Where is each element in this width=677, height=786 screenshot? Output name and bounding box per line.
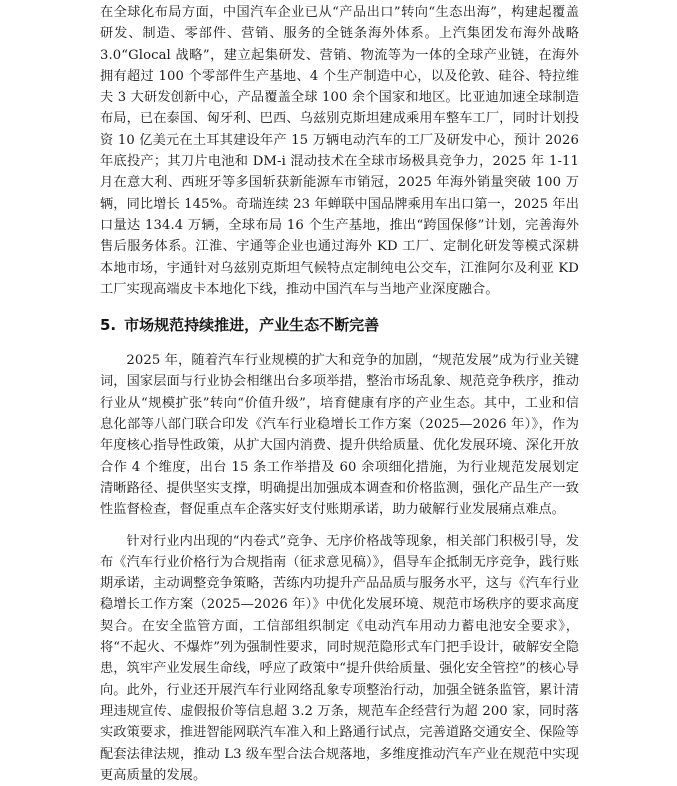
section-title: 市场规范持续推进，产业生态不断完善 (124, 316, 380, 335)
paragraph-gap (100, 521, 579, 531)
section-number: 5. (100, 316, 117, 335)
section-heading (100, 314, 579, 336)
paragraph-competition-regulation: 针对行业内出现的“内卷式”竞争、无序价格战等现象，相关部门积极引导，发布《汽车行业价格行为合规指南（征求意见稿）》，倡导车企抵制无序竞争，践行账期承诺，主动调整竞争策略，苦练内功提升产品品质与服务水平，这与《汽车行业稳增长工作方案（2025—2026 年）》中优化发展环境、规范市场秩序的要求高度契合。在安全监管方面，工信部组织制定《电动汽车用动力蓄电池安全要求》，将“不起火、不爆炸”列为强制性要求，同时规范隐形式车门把手设计，破解安全隐患，筑牢产业发展生命线，呼应了政策中“提升供给质量、强化安全管控”的核心导向。此外，行业还开展汽车行业网络乱象专项整治行动，加强全链条监管，累计清理违规宣传、虚假报价等信息超 3.2 万条，规范车企经营行为超 200 家，同时落实政策要求，推进智能网联汽车准入和上路通行试点，完善道路交通安全、保险等配套法律法规，推动 L3 级车型合法合规落地，多维度推动汽车产业在规范中实现更高质量的发展。 (100, 533, 579, 783)
paragraph-global-layout: 在全球化布局方面，中国汽车企业已从“产品出口”转向“生态出海”，构建起覆盖研发、制造、零部件、营销、服务的全链条海外体系。上汽集团发布海外战略 3.0“Glocal 战略”，建立起集研发、营销、物流等为一体的全球产业链，在海外拥有超过 100 个零部件生产基地、4 个生产制造中心，以及伦敦、硅谷、特拉维夫 3 大研发创新中心，产品覆盖全球 100 余个国家和地区。比亚迪加速全球制造布局，已在泰国、匈牙利、巴西、乌兹别克斯坦建成乘用车整车工厂，同时计划投资 10 亿美元在土耳其建设年产 15 万辆电动汽车的工厂及研发中心，预计 2026 年底投产；其刀片电池和 DM-i 混动技术在全球市场极具竞争力，2025 年 1-11 月在意大利、西班牙等多国斩获新能源车市销冠，2025 年海外销量突破 100 万辆，同比增长 145%。奇瑞连续 23 年蝉联中国品牌乘用车出口第一，2025 年出口量达 134.4 万辆，全球布局 16 个生产基地，推出“跨国保修”计划，完善海外售后服务体系。江淮、宇通等企业也通过海外 KD 工厂、定制化研发等模式深耕本地市场，宇通针对乌兹别克斯坦气候特点定制纯电公交车，江淮阿尔及利亚 KD 工厂实现高端皮卡本地化下线，推动中国汽车与当地产业深度融合。 (100, 5, 579, 297)
paragraph-standardized-development: 2025 年，随着汽车行业规模的扩大和竞争的加剧，“规范发展”成为行业关键词，国家层面与行业协会相继出台多项举措，整治市场乱象、规范竞争秩序，推动行业从“规模扩张”转向“价值升级”，培育健康有序的产业生态。其中，工业和信息化部等八部门联合印发《汽车行业稳增长工作方案（2025—2026 年）》，作为年度核心指导性政策，从扩大国内消费、提升供给质量、优化发展环境、深化开放合作 4 个维度，出台 15 条工作举措及 60 余项细化措施，为行业规范发展划定清晰路径、提供坚实支撑，明确提出加强成本调查和价格监测，强化产品生产一致性监督检查，督促重点车企落实好支付账期承诺，助力破解行业发展痛点难点。 (100, 353, 579, 518)
